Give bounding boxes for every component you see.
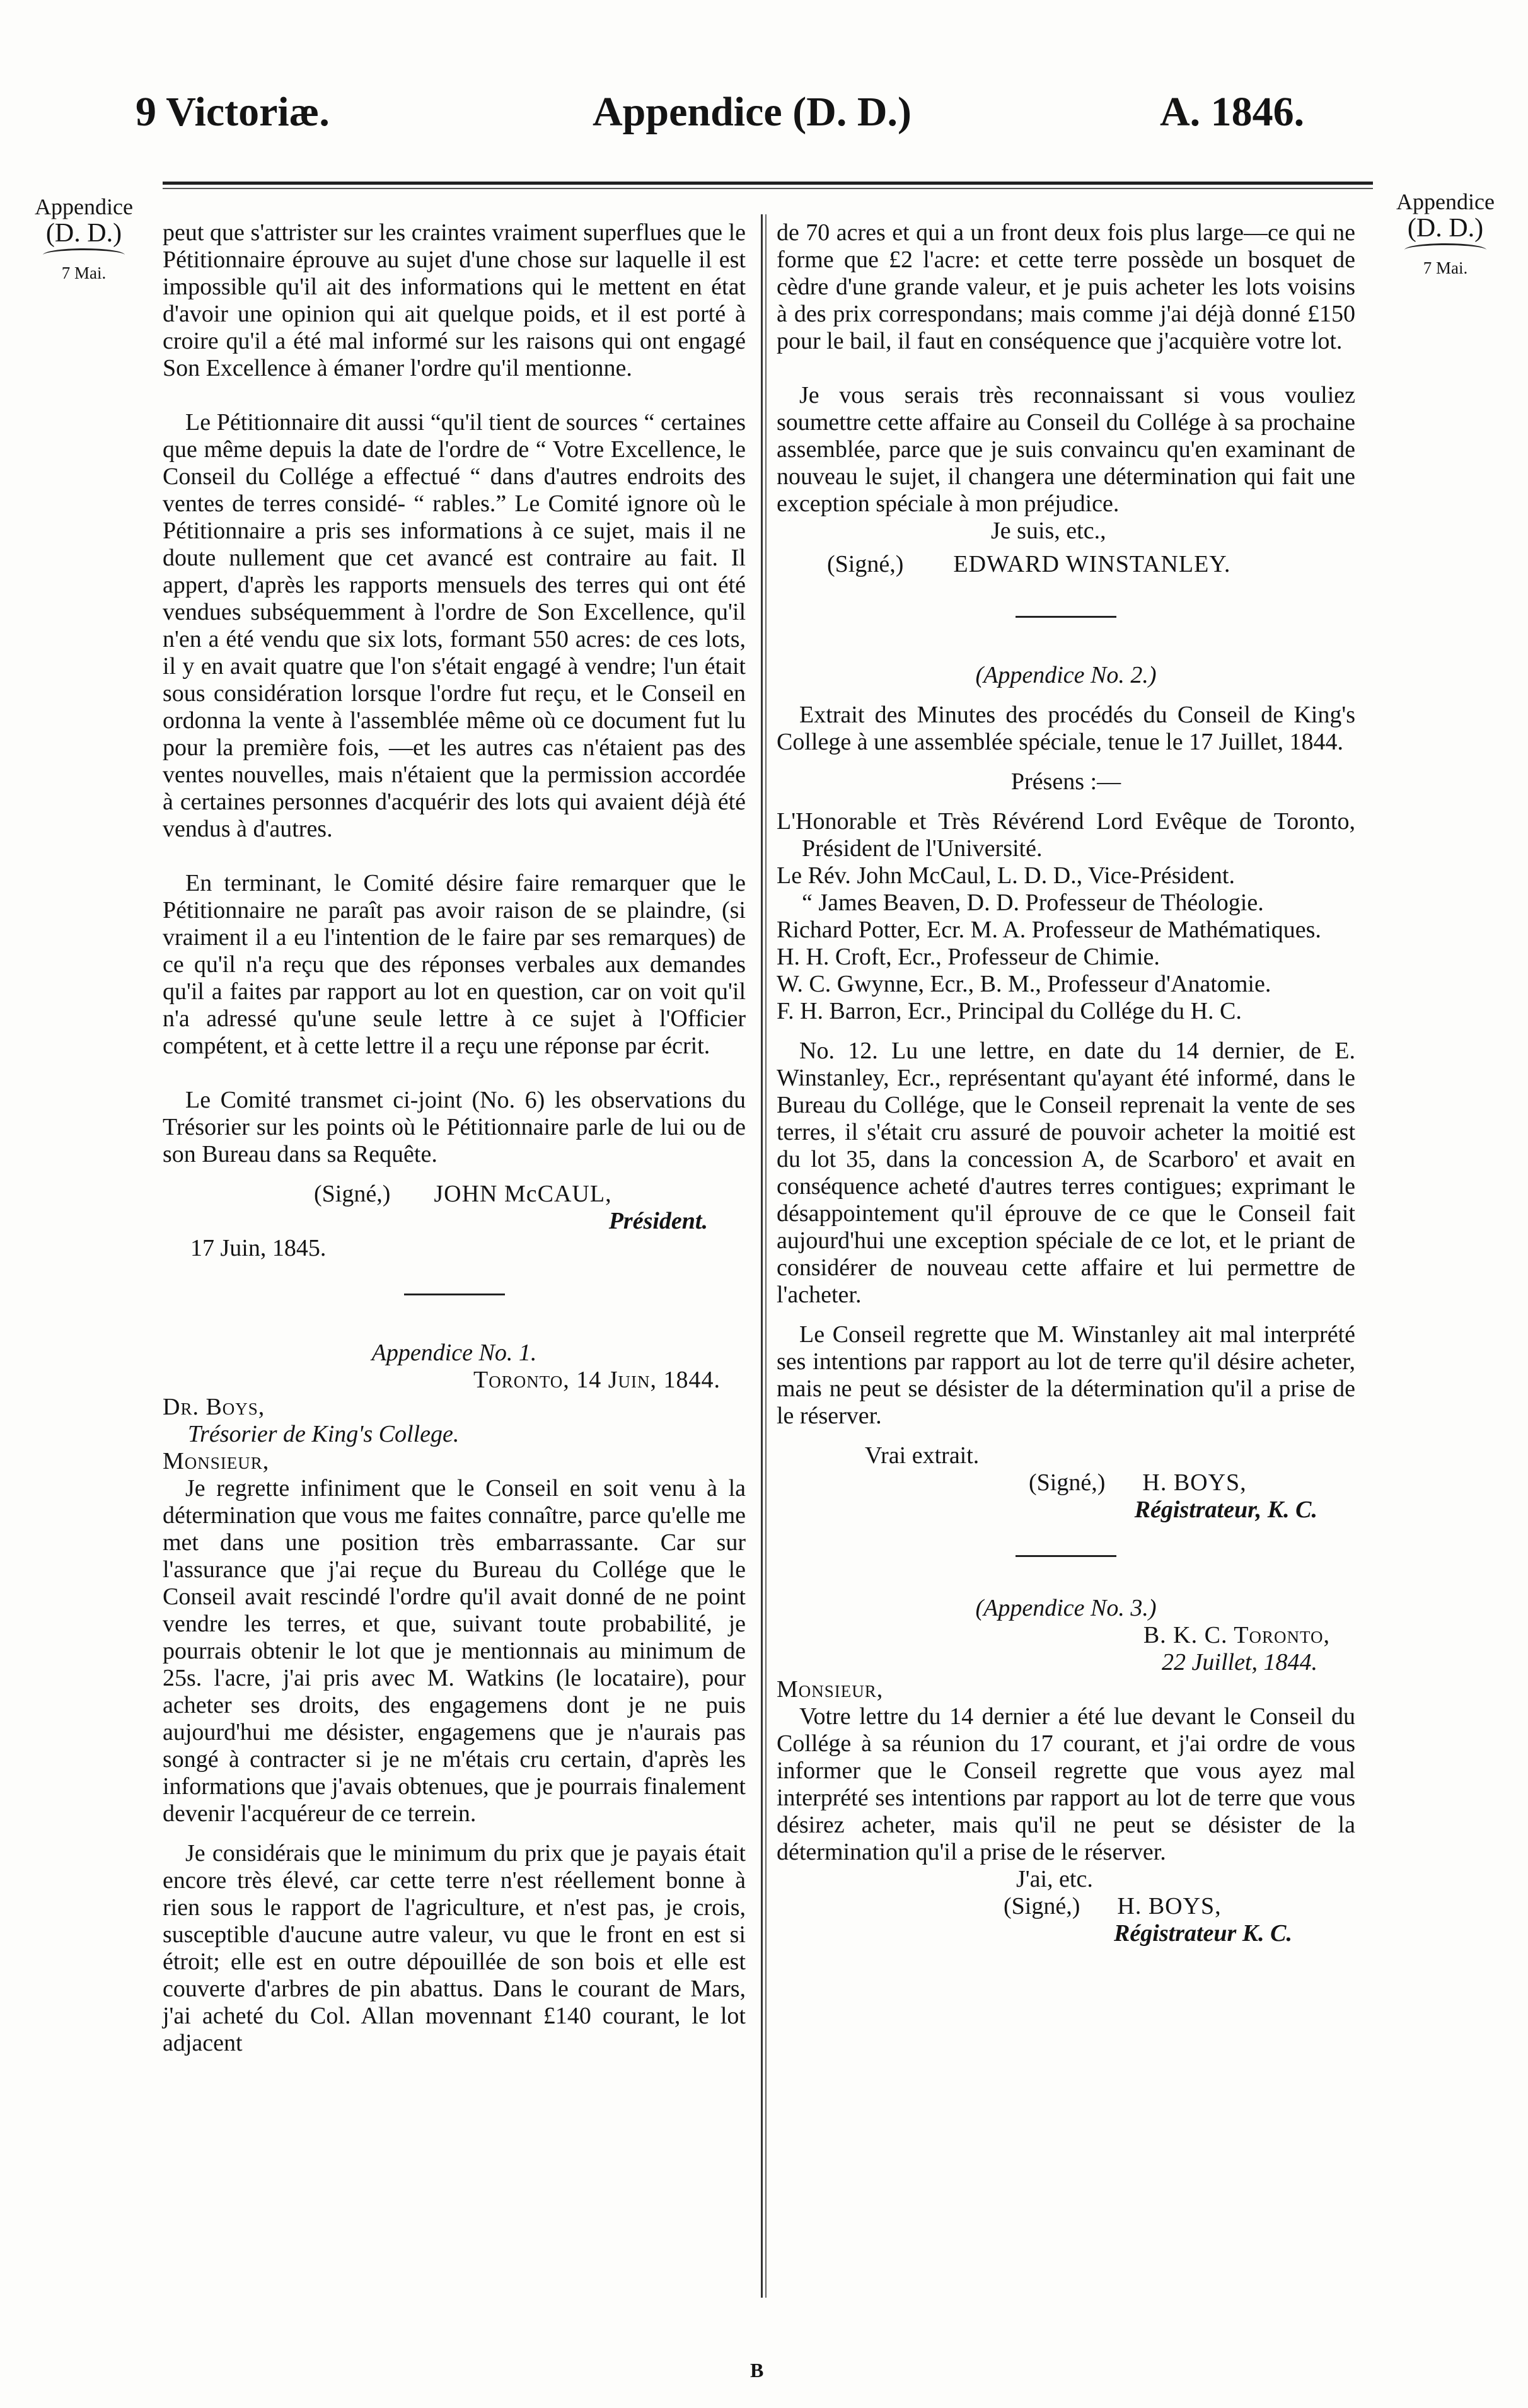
appendix-title: Appendice No. 1.	[371, 1340, 537, 1366]
separator-rule	[1016, 1555, 1116, 1557]
list-item: “ James Beaven, D. D. Professeur de Théologie.	[802, 889, 1264, 916]
header-year: A. 1846.	[1160, 89, 1305, 135]
signature-title: Président.	[608, 1208, 708, 1234]
margin-label: Appendice	[1396, 189, 1495, 214]
letter-place: B. K. C. Toronto,	[1143, 1622, 1330, 1648]
margin-note-right	[1386, 190, 1505, 277]
margin-code: (D. D.)	[45, 218, 122, 248]
paragraph: Votre lettre du 14 dernier a été lue devant le Conseil du Collége à sa réunion du 17 courant, et j'ai ordre de vous informer que le Conseil regrette que vous ayez mal interprété ses intentions par rapport au lot de terre que vous désirez acheter, mais qu'il ne peut se désister de la détermination qu'il a prise de le réserver.	[777, 1703, 1355, 1865]
paragraph: de 70 acres et qui a un front deux fois plus large—ce qui ne forme que £2 l'acre: et cette terre possède un bosquet de cèdre d'une grande valeur, et je puis acheter les lots voisins à des prix correspondans; mais comme j'ai déjà donné £150 pour le bail, il faut en conséquence que j'acquière votre lot.	[777, 219, 1355, 354]
left-column	[163, 219, 746, 2057]
margin-label: Appendice	[35, 194, 133, 219]
paragraph: Je considérais que le minimum du prix que je payais était encore très élevé, car cette terre n'est réellement bonne à rien sous le rapport de l'agriculture, et n'est pas, je crois, susceptible d'aucune autre valeur, vu que le front en est si étroit; elle est en outre dépouillée de son bois et elle est couverte d'arbres de pin abattus. Dans le courant de Mars, j'ai acheté du Col. Allan movennant £140 courant, le lot adjacent	[163, 1840, 746, 2056]
separator-rule	[1016, 616, 1116, 618]
paragraph: Le Conseil regrette que M. Winstanley ait mal interprété ses intentions par rapport au lot de terre qu'il désire acheter, mais ne peut se désister de la détermination qu'il a prise de le réserver.	[777, 1321, 1355, 1429]
header-session: 9 Victoriæ.	[136, 89, 330, 135]
present-heading: Présens :—	[1010, 768, 1121, 795]
paragraph: Je vous serais très reconnaissant si vous vouliez soumettre cette affaire au Conseil du Collége à sa prochaine assemblée, parce que je suis convaincu qu'en examinant de nouveau le sujet, il changera une détermination qui fait une exception spéciale à mon préjudice.	[777, 382, 1355, 517]
paragraph: Extrait des Minutes des procédés du Conseil de King's College à une assemblée spéciale, tenue le 17 Juillet, 1844.	[777, 702, 1355, 755]
header-rule	[163, 182, 1373, 185]
margin-code: (D. D.)	[1407, 213, 1484, 243]
appendix-title: (Appendice No. 2.)	[975, 662, 1157, 688]
signature-title: Régistrateur K. C.	[1114, 1920, 1292, 1947]
signature-block	[777, 1469, 1355, 1496]
signature-name: JOHN McCAUL,	[434, 1181, 612, 1207]
margin-date: 7 Mai.	[1423, 258, 1468, 277]
paragraph: Le Pétitionnaire dit aussi “qu'il tient de sources “ certaines que même depuis la date de l'ordre de “ Votre Excellence, le Conseil du Collége a effectué “ dans d'autres endroits des ventes de terres considé- “ rables.” Le Comité ignore où le Pétitionnaire a pris ses informations à ce sujet, mais il ne doute nullement que cet avancé est contraire au fait. Il appert, d'après les rapports mensuels des terres qui ont été vendues subséquemment à l'ordre de Son Excellence, qu'il n'en a été vendu que six lots, formant 550 acres: de ces lots, il y en avait quatre que l'on s'était engagé à vendre; l'un était sous considération lorsque l'ordre fut reçu, et le Conseil en ordonna la vente à l'assemblée même où ce document fut lu pour la première fois, —et les autres cas n'étaient pas des ventes nouvelles, mais n'étaient que la permission accordée à certaines personnes d'acquérir des lots qui avaient déjà été vendus à d'autres.	[163, 409, 746, 842]
letter-salutation: Monsieur,	[777, 1676, 884, 1703]
signature-signe: (Signé,)	[827, 551, 904, 577]
list-item: F. H. Barron, Ecr., Principal du Collége du H. C.	[777, 998, 1242, 1024]
letter-closing: Je suis, etc.,	[991, 518, 1106, 544]
separator-rule	[404, 1294, 505, 1295]
list-item: Le Rév. John McCaul, L. D. D., Vice-Président.	[777, 862, 1235, 889]
letter-recipient-title: Trésorier de King's College.	[188, 1421, 460, 1447]
paragraph: En terminant, le Comité désire faire remarquer que le Pétitionnaire ne paraît pas avoir raison de se plaindre, (si vraiment il a eu l'intention de le faire par ses remarques) de ce qu'il n'a reçu que des réponses verbales aux demandes qu'il a faites par rapport au lot en question, car on voit qu'il n'a adressé qu'une seule lettre à ce sujet à l'Officier compétent, et à cette lettre il a reçu une réponse par écrit.	[163, 870, 746, 1059]
column-divider-thin	[765, 214, 767, 2298]
paragraph: Le Comité transmet ci-joint (No. 6) les observations du Trésorier sur les points où le Pétitionnaire parle de lui ou de son Bureau dans sa Requête.	[163, 1087, 746, 1167]
paragraph: peut que s'attrister sur les craintes vraiment superflues que le Pétitionnaire éprouve au sujet d'une chose sur laquelle il est impossible qu'il ait des informations qui le mettent en état d'avoir une opinion qui ait quelque poids, et il est porté à croire qu'il a été mal informé sur les raisons qui ont engagé Son Excellence à émaner l'ordre qu'il mentionne.	[163, 219, 746, 381]
signature-block	[777, 1893, 1355, 1920]
paragraph: Je regrette infiniment que le Conseil en soit venu à la détermination que vous me faites connaître, parce qu'elle me met dans une position très embarrassante. Car sur l'assurance que j'ai reçue du Bureau du Collége que le Conseil avait rescindé l'ordre qu'il avait donné de ne point vendre les terres, et que, suivant toute probabilité, je pourrais obtenir le lot que je mentionnais au minimum de 25s. l'acre, j'ai pris avec M. Watkins (le locataire), pour acheter ses droits, des engagemens dont je ne puis aujourd'hui me désister, engagemens que je n'aurais pas songé à contracter si je ne m'étais cru certain, d'après les informations que j'avais obtenues, que je pourrais finalement devenir l'acquéreur de ce terrein.	[163, 1475, 746, 1827]
list-item: H. H. Croft, Ecr., Professeur de Chimie.	[777, 944, 1160, 970]
list-item: L'Honorable et Très Révérend Lord Evêque de Toronto, Président de l'Université.	[777, 808, 1355, 862]
signature-name: H. BOYS,	[1117, 1893, 1222, 1919]
members-list	[777, 808, 1355, 1025]
list-item: Richard Potter, Ecr. M. A. Professeur de Mathématiques.	[777, 917, 1321, 943]
letter-date: 22 Juillet, 1844.	[1162, 1649, 1317, 1676]
header-title: Appendice (D. D.)	[593, 89, 912, 135]
signature-signe: (Signé,)	[1029, 1469, 1106, 1496]
list-item: W. C. Gwynne, Ecr., B. M., Professeur d'Anatomie.	[777, 971, 1271, 997]
letter-place: Toronto, 14 Juin, 1844.	[473, 1367, 721, 1393]
brace-mark	[1404, 243, 1486, 257]
signature-signe: (Signé,)	[314, 1181, 391, 1207]
signature-block	[163, 1181, 746, 1208]
signature-title: Régistrateur, K. C.	[1134, 1496, 1317, 1523]
paragraph: No. 12. Lu une lettre, en date du 14 dernier, de E. Winstanley, Ecr., représentant qu'ayant été informé, dans le Bureau du Collége, que le Conseil reprenait la vente de ses terres, il s'était cru assuré de pouvoir acheter la moitié est du lot 35, dans la concession A, de Scarboro' et avait en conséquence acheté d'autres terres contigues; exprimant le désappointement qu'il éprouve de ce que le Conseil fait aujourd'hui une exception spéciale de ce lot, et le priant de considérer de nouveau cette affaire et lui permettre de l'acheter.	[777, 1038, 1355, 1308]
letter-closing: J'ai, etc.	[1016, 1866, 1093, 1892]
extract-note: Vrai extrait.	[865, 1442, 980, 1469]
margin-note-left	[24, 195, 144, 282]
signature-block	[777, 551, 1355, 578]
signature-name: EDWARD WINSTANLEY.	[953, 551, 1231, 577]
right-column	[777, 219, 1355, 1947]
header-rule-thin	[163, 188, 1373, 189]
signature-name: H. BOYS,	[1142, 1469, 1247, 1496]
letter-recipient: Dr. Boys,	[163, 1394, 265, 1420]
signature-signe: (Signé,)	[1004, 1893, 1080, 1919]
margin-date: 7 Mai.	[61, 263, 107, 282]
letter-place-date	[163, 1367, 746, 1394]
brace-mark	[43, 248, 125, 262]
appendix-title: (Appendice No. 3.)	[975, 1595, 1157, 1621]
column-divider	[761, 214, 763, 2298]
letter-salutation: Monsieur,	[163, 1448, 270, 1474]
signature-mark: B	[750, 2359, 764, 2382]
report-date: 17 Juin, 1845.	[190, 1235, 327, 1261]
